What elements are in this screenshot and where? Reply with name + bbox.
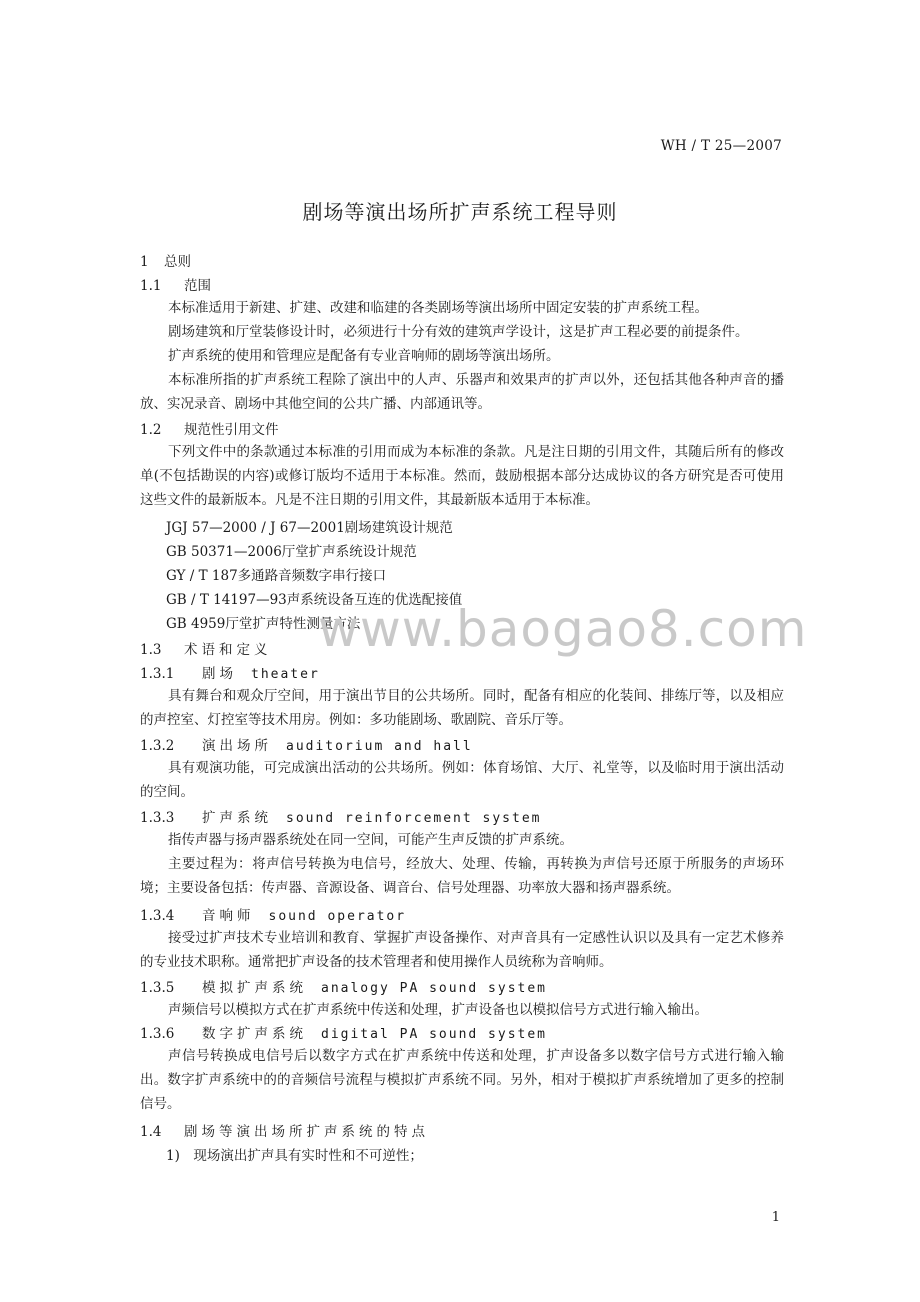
term-en: sound reinforcement system	[286, 811, 542, 826]
paragraph: 接受过扩声技术专业培训和教育、掌握扩声设备操作、对声音具有一定感性认识以及具有一定艺术修养的专业技术职称。通常把扩声设备的技术管理者和使用操作人员统称为音响师。	[140, 930, 784, 970]
term-zh: 模拟扩声系统	[202, 980, 307, 996]
section-number: 1.2	[140, 422, 162, 438]
paragraph: 声频信号以模拟方式在扩声系统中传送和处理，扩声设备也以模拟信号方式进行输入输出。	[168, 1002, 708, 1018]
paragraph: 扩声系统的使用和管理应是配备有专业音响师的剧场等演出场所。	[168, 348, 560, 364]
term-en: sound operator	[268, 909, 407, 924]
paragraph: 下列文件中的条款通过本标准的引用而成为本标准的条款。凡是注日期的引用文件，其随后所有的修改单(不包括勘误的内容)或修订版均不适用于本标准。然而，鼓励根据本部分达成协议的各方研究是否可使用这些文件的最新版本。凡是不注日期的引用文件，其最新版本适用于本标准。	[140, 444, 784, 508]
reference-item: GB 4959厅堂扩声特性测量方法	[166, 616, 361, 632]
reference-item: GB 50371—2006厅堂扩声系统设计规范	[166, 544, 417, 560]
term-1-3-2-heading	[140, 734, 473, 754]
paragraph: 剧场建筑和厅堂装修设计时，必须进行十分有效的建筑声学设计，这是扩声工程必要的前提条件。	[168, 324, 749, 340]
term-1-3-6-heading	[140, 1022, 547, 1042]
section-1-3-heading	[140, 638, 272, 658]
section-number: 1.3.5	[140, 980, 175, 996]
section-number: 1	[140, 254, 149, 270]
section-title: 范围	[184, 278, 211, 294]
paragraph: 本标准所指的扩声系统工程除了演出中的人声、乐器声和效果声的扩声以外，还包括其他各种声音的播放、实况录音、剧场中其他空间的公共广播、内部通讯等。	[140, 372, 784, 412]
term-zh: 音响师	[202, 908, 255, 924]
term-1-3-4-heading	[140, 904, 406, 924]
term-en: auditorium and hall	[286, 739, 473, 754]
term-zh: 扩声系统	[202, 810, 272, 826]
section-number: 1.3.3	[140, 810, 175, 826]
section-number: 1.3.2	[140, 738, 175, 754]
standard-code: WH / T 25—2007	[660, 138, 782, 154]
section-1-2-heading	[140, 418, 279, 438]
paragraph: 具有观演功能，可完成演出活动的公共场所。例如：体育场馆、大厅、礼堂等，以及临时用于演出活动的空间。	[140, 760, 784, 800]
reference-item: GY / T 187多通路音频数字串行接口	[166, 568, 387, 584]
section-1-4-heading	[140, 1120, 429, 1140]
term-1-3-3-heading	[140, 806, 542, 826]
reference-item: GB / T 14197—93声系统设备互连的优选配接值	[166, 592, 463, 608]
section-number: 1.3.1	[140, 666, 175, 682]
paragraph: 声信号转换成电信号后以数字方式在扩声系统中传送和处理，扩声设备多以数字信号方式进行输入输出。数字扩声系统中的的音频信号流程与模拟扩声系统不同。另外，相对于模拟扩声系统增加了更多的控制信号。	[140, 1048, 784, 1112]
section-1-1-heading	[140, 274, 211, 294]
section-title: 规范性引用文件	[184, 422, 279, 438]
paragraph: 具有舞台和观众厅空间，用于演出节目的公共场所。同时，配备有相应的化装间、排练厅等，以及相应的声控室、灯控室等技术用房。例如：多功能剧场、歌剧院、音乐厅等。	[140, 688, 784, 728]
term-en: analogy PA sound system	[321, 981, 548, 996]
section-number: 1.3.6	[140, 1026, 175, 1042]
section-number: 1.3	[140, 642, 162, 658]
section-number: 1.4	[140, 1124, 162, 1140]
section-1-heading	[140, 250, 191, 270]
term-en: theater	[251, 667, 320, 682]
term-1-3-1-heading	[140, 662, 320, 682]
paragraph: 本标准适用于新建、扩建、改建和临建的各类剧场等演出场所中固定安装的扩声系统工程。	[168, 300, 708, 316]
reference-item: JGJ 57—2000 / J 67—2001剧场建筑设计规范	[166, 520, 453, 536]
section-title: 剧场等演出场所扩声系统的特点	[184, 1124, 429, 1140]
term-zh: 数字扩声系统	[202, 1026, 307, 1042]
page-number: 1	[771, 1210, 780, 1225]
watermark: www.baogao8.com	[318, 600, 808, 658]
section-number: 1.1	[140, 278, 162, 294]
term-en: digital PA sound system	[321, 1027, 548, 1042]
list-item: 1) 现场演出扩声具有实时性和不可逆性；	[166, 1148, 423, 1164]
document-title: 剧场等演出场所扩声系统工程导则	[302, 200, 618, 224]
section-title: 总则	[164, 254, 191, 270]
section-number: 1.3.4	[140, 908, 175, 924]
term-zh: 剧场	[202, 666, 237, 682]
term-1-3-5-heading	[140, 976, 547, 996]
term-zh: 演出场所	[202, 738, 272, 754]
paragraph: 主要过程为：将声信号转换为电信号，经放大、处理、传输，再转换为声信号还原于所服务的声场环境；主要设备包括：传声器、音源设备、调音台、信号处理器、功率放大器和扬声器系统。	[140, 856, 784, 896]
paragraph: 指传声器与扬声器系统处在同一空间，可能产生声反馈的扩声系统。	[168, 832, 573, 848]
section-title: 术语和定义	[184, 642, 272, 658]
